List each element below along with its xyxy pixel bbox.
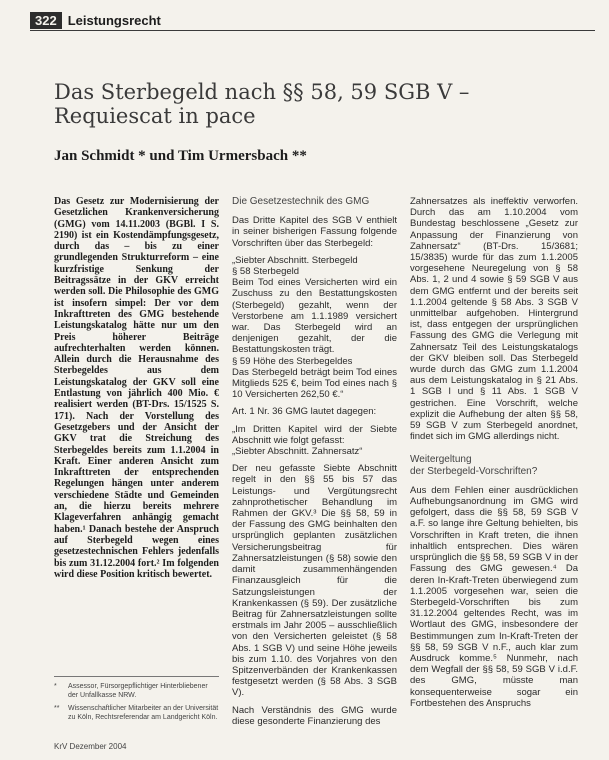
quote-line: „Im Dritten Kapitel wird der Siebte Abschnitt wie folgt gefasst: [232, 423, 397, 446]
subheading-weitergeltung-2: der Sterbegeld-Vorschriften? [410, 465, 538, 477]
quote-line: § 59 Höhe des Sterbegeldes [232, 355, 353, 367]
paragraph: Aus dem Fehlen einer ausdrücklichen Aufhebungsanordnung im GMG wird gefolgert, dass die §§ 58, 59 SGB V a.F. so lange ihre Geltung behielten, bis Vorschriften in Kraft treten, die ihnen inhaltlich entsprechen. Dies wären ursprünglich die §§ 58, 59 SGB V in der Fassung des GMG gewesen.⁴ Da deren In-Kraft-Treten überwiegend zum 1.1.2005 vorgesehen war, seien die Sterbegeld-Vorschriften bis zum 31.12.2004 geltendes Recht, was im Wortlaut des GMG, insbesondere der Bestimmungen zum In-Kraft-Treten der §§ 58, 59 SGB V n.F., auch klar zum Ausdruck komme.⁵ Nunmehr, nach dem Wegfall der §§ 58, 59 SGB V i.d.F. des GMG, müsste man konsequenterweise sogar ein Fortbestehen des Anspruchs [410, 484, 578, 709]
paragraph: Art. 1 Nr. 36 GMG lautet dagegen: [232, 406, 377, 418]
footnote-text: Assessor, Fürsorgepflichtiger Hinterbliebener der Unfallkasse NRW. [68, 683, 208, 699]
quote-line: Das Sterbegeld beträgt beim Tod eines Mitglieds 525 €, beim Tod eines nach § 10 Versicherten 262,50 €.“ [232, 366, 397, 401]
column-2 [232, 196, 397, 733]
subheading-gesetzestechnik: Die Gesetzestechnik des GMG [232, 196, 370, 207]
quote-line: „Siebter Abschnitt. Zahnersatz“ [232, 446, 363, 458]
footnotes [54, 676, 219, 727]
article-authors: Jan Schmidt * und Tim Urmersbach ** [54, 148, 307, 164]
article-title: Das Sterbegeld nach §§ 58, 59 SGB V – Requiescat in pace [54, 80, 470, 128]
column-1 [54, 196, 219, 586]
quote-line: § 58 Sterbegeld [232, 266, 300, 278]
paragraph: Zahnersatzes als ineffektiv verworfen. Durch das am 1.10.2004 vom Bundestag beschlossene „Gesetz zur Anpassung der Finanzierung von Zahnersatz“ (BT-Drs. 15/3681; 15/3835) wurde für das zum 1.1.2005 vorgesehene Neuregelung von § 58 Abs. 1, 2 und 4 sowie § 59 SGB V aus dem GMG entfernt und der bereits seit 1.1.2004 geltende § 58 Abs. 3 SGB V unmittelbar aufgehoben. Hintergrund ist, dass entgegen der ursprünglichen Fassung des GMG die Verlegung mit Zahnersatz Teil des Leistungskatalogs der GKV bleiben soll. Das Sterbegeld wurde durch das GMG zum 1.1.2004 aus dem Leistungskatalog in § 21 Abs. 1 SGB I und § 11 Abs. 1 SGB V gestrichen. Eine Vorschrift, welche explizit die Aufhebung der alten §§ 58, 59 SGB V zum Sterbegeld anordnet, findet sich im GMG allerdings nicht. [410, 196, 578, 443]
paragraph: Das Dritte Kapitel des SGB V enthielt in seiner bisherigen Fassung folgende Vorschriften über das Sterbegeld: [232, 215, 397, 249]
paragraph: Nach Verständnis des GMG wurde diese gesonderte Finanzierung des [232, 704, 397, 727]
quote-block [232, 424, 397, 458]
column-3 [410, 196, 578, 715]
section-name: Leistungsrecht [67, 12, 161, 28]
paragraph: Der neu gefasste Siebte Abschnitt regelt in den §§ 55 bis 57 das Leistungs- und Vergütungsrecht zahnprothetischer Behandlung im Rahmen der GKV.³ Die §§ 58, 59 in der Fassung des GMG beinhalten den ursprünglich geplanten zusätzlichen Versicherungsbeitrag für Zahnersatzleistungen (§ 58) sowie den damit zusammenhängenden Finanzausgleich für die Satzungsleistungen der Krankenkassen (§ 59). Der zusätzliche Beitrag für Zahnersatzleistungen sollte erstmals im Jahr 2005 – ausschließlich von den Versicherten geleistet (§ 58 Abs. 1 SGB V) und seine Höhe jeweils bis zum 1.10. des Vorjahres von den Spitzenverbänden der Krankenkassen festgesetzt werden (§ 58 Abs. 3 SGB V). [232, 463, 397, 699]
lead-paragraph: Das Gesetz zur Modernisierung der Gesetzlichen Krankenversicherung (GMG) vom 14.11.2003 (BGBl. I S. 2190) ist ein Kostendämpfungsgesetz, durch das – bis zu einer grundlegenden Strukturreform – eine kurzfristige Senkung der Beitragssätze in der GKV erreicht werden soll. Die Philosophie des GMG ist insofern simpel: Der vor dem Inkrafttreten des GMG bestehende Leistungskatalog hätte nur um den Preis höherer Beiträge aufrechterhalten werden können. Allein durch die Herausnahme des Sterbegeldes aus dem Leistungskatalog der GKV soll eine Entlastung von jährlich 400 Mio. € realisiert werden (BT-Drs. 15/1525 S. 171). Nach der Vorstellung des Gesetzgebers und der Ansicht der GKV trat die Streichung des Sterbegeldes bereits zum 1.1.2004 in Kraft. Einer anderen Ansicht zum Inkrafttreten der entsprechenden Regelungen hängen unter anderem verschiedene Städte und Gemeinden an, die hierzu bereits mehrere Klageverfahren anhängig gemacht haben.¹ Danach bestehe der Anspruch auf Sterbegeld wegen eines gesetzestechnischen Fehlers jedenfalls bis zum 31.12.2004 fort.² Im folgenden wird diese Position kritisch bewertet. [54, 196, 219, 580]
quote-line: Beim Tod eines Versicherten wird ein Zuschuss zu den Bestattungskosten (Sterbegeld) gezahlt, wenn der Verstorbene am 1.1.1989 versichert war. Das Sterbegeld wird an denjenigen gezahlt, der die Bestattungskosten trägt. [232, 277, 397, 356]
subheading-weitergeltung: Weitergeltung [410, 454, 472, 466]
footnote-mark: * [54, 683, 57, 690]
page-footer: KrV Dezember 2004 [54, 742, 127, 751]
quote-line: „Siebter Abschnitt. Sterbegeld [232, 254, 358, 266]
footnote [54, 705, 219, 722]
quote-block [232, 255, 397, 401]
footnote-text: Wissenschaftlicher Mitarbeiter an der Universität zu Köln, Rechtsreferendar am Landgericht Köln. [68, 705, 219, 721]
footnote-mark: ** [54, 705, 60, 712]
running-header [30, 10, 595, 31]
footnote [54, 683, 219, 700]
page-number: 322 [30, 12, 62, 29]
